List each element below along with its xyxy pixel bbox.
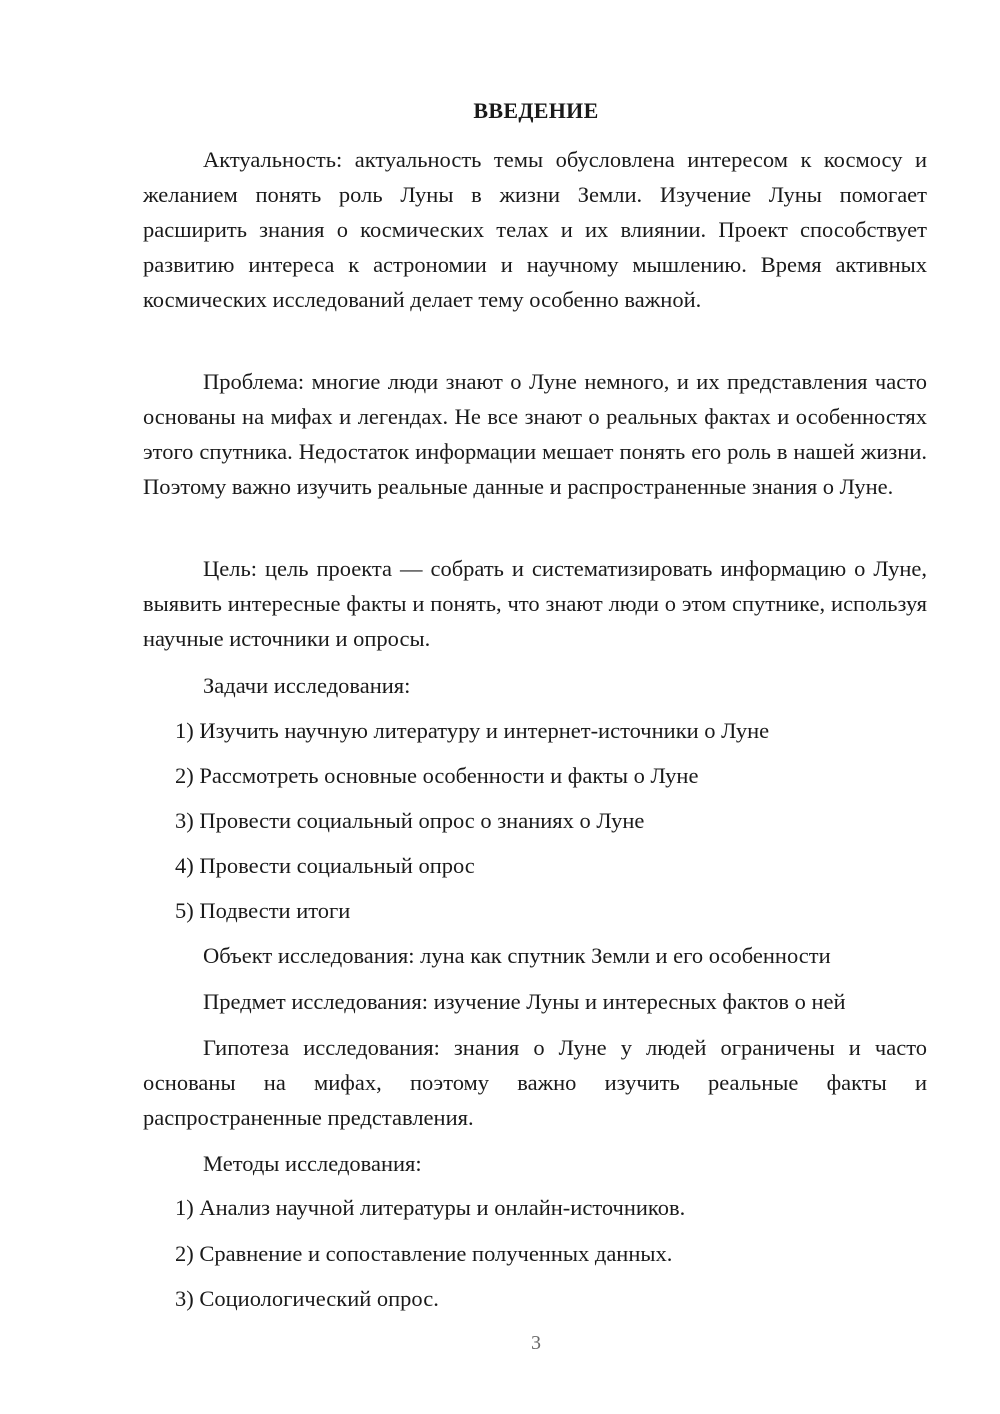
subject-line: Предмет исследования: изучение Луны и интересных фактов о ней xyxy=(203,989,846,1014)
tasks-heading: Задачи исследования: xyxy=(203,673,411,698)
problem-paragraph: Проблема: многие люди знают о Луне немного, и их представления часто основаны на мифах и легендах. Не все знают о реальных фактах и особенностях этого спутника. Недостаток информации мешает понять его роль в нашей жизни. Поэтому важно изучить реальные данные и распространенные знания о Луне. xyxy=(143,369,927,499)
method-item-3: 3) Социологический опрос. xyxy=(175,1286,439,1311)
method-item-2: 2) Сравнение и сопоставление полученных данных. xyxy=(175,1241,673,1266)
page-number: 3 xyxy=(531,1332,541,1354)
goal-paragraph: Цель: цель проекта — собрать и систематизировать информацию о Луне, выявить интересные факты и понять, что знают люди о этом спутнике, используя научные источники и опросы. xyxy=(143,556,927,651)
hypothesis-paragraph: Гипотеза исследования: знания о Луне у людей ограничены и часто основаны на мифах, поэтому важно изучить реальные факты и распространенные представления. xyxy=(143,1035,927,1130)
methods-heading: Методы исследования: xyxy=(203,1151,422,1176)
task-item-2: 2) Рассмотреть основные особенности и факты о Луне xyxy=(175,763,699,788)
method-item-1: 1) Анализ научной литературы и онлайн-источников. xyxy=(175,1195,686,1220)
task-item-1: 1) Изучить научную литературу и интернет-источники о Луне xyxy=(175,718,770,743)
relevance-paragraph: Актуальность: актуальность темы обусловлена интересом к космосу и желанием понять роль Луны в жизни Земли. Изучение Луны помогает расширить знания о космических телах и их влиянии. Проект способствует развитию интереса к астрономии и научному мышлению. Время активных космических исследований делает тему особенно важной. xyxy=(143,147,927,312)
task-item-3: 3) Провести социальный опрос о знаниях о Луне xyxy=(175,808,645,833)
task-item-5: 5) Подвести итоги xyxy=(175,898,351,923)
object-line: Объект исследования: луна как спутник Земли и его особенности xyxy=(203,943,831,968)
task-item-4: 4) Провести социальный опрос xyxy=(175,853,475,878)
section-title: ВВЕДЕНИЕ xyxy=(473,98,599,123)
